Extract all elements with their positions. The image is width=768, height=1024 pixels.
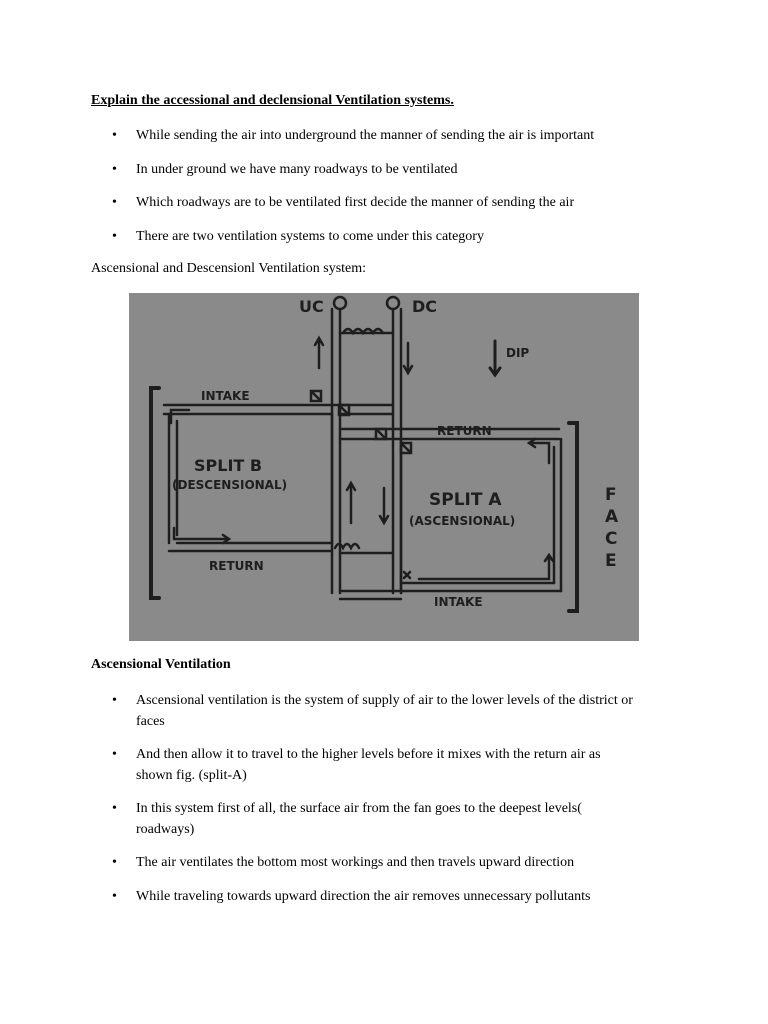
down-arrow-icon [404, 343, 412, 373]
bullet-text: Ascensional ventilation is the system of supply of air to the lower levels of the district or [136, 693, 633, 708]
bullet-glyph: • [112, 195, 117, 210]
down-arrow-icon [380, 488, 388, 523]
label-dip: DIP [506, 346, 530, 360]
bullet-text: There are two ventilation systems to come under this category [136, 229, 484, 244]
right-bracket [569, 423, 577, 611]
section-heading: Ascensional Ventilation [91, 657, 231, 672]
door-mark [401, 443, 411, 453]
up-arrow-icon [315, 338, 323, 368]
bullet-text: In this system first of all, the surface air from the fan goes to the deepest levels( [136, 801, 582, 816]
label-face-f: F [605, 485, 617, 505]
flow-arrow-icon [529, 439, 549, 463]
ventilation-diagram [129, 293, 639, 641]
bullet-glyph: • [112, 801, 117, 816]
bullet-glyph: • [112, 855, 117, 870]
label-dc: DC [412, 297, 438, 316]
dip-arrow-icon [490, 341, 500, 375]
label-return-top: RETURN [437, 424, 492, 438]
bullet-text: While sending the air into underground the manner of sending the air is important [136, 128, 595, 143]
label-intake-top: INTAKE [201, 389, 250, 403]
bullet-text: While traveling towards upward direction the air removes unnecessary pollutants [136, 889, 591, 904]
flow-arrow-icon [174, 528, 229, 543]
bullet-text: Which roadways are to be ventilated first decide the manner of sending the air [136, 195, 575, 210]
label-face-a: A [605, 507, 619, 527]
flow-arrow-icon [419, 555, 553, 579]
bullet-glyph: • [112, 162, 117, 177]
bullet-text-continued: shown fig. (split-A) [136, 768, 247, 783]
label-uc: UC [299, 297, 324, 316]
upcast-shaft-mark [334, 297, 346, 309]
label-intake-bottom: INTAKE [434, 595, 483, 609]
label-return-bottom: RETURN [209, 559, 264, 573]
label-split-b: SPLIT B [194, 456, 263, 475]
bullet-text: In under ground we have many roadways to be ventilated [136, 162, 458, 177]
door-mark [376, 429, 386, 439]
bullet-glyph: • [112, 229, 117, 244]
figure-caption: Ascensional and Descensionl Ventilation system: [91, 261, 367, 276]
bullet-text-continued: faces [136, 714, 165, 729]
bullet-glyph: • [112, 128, 117, 143]
door-mark [311, 391, 321, 401]
up-arrow-icon [347, 483, 355, 523]
bullet-text-continued: roadways) [136, 822, 195, 837]
bullet-glyph: • [112, 747, 117, 762]
bullet-text: The air ventilates the bottom most workings and then travels upward direction [136, 855, 575, 870]
doors-mark [335, 544, 359, 548]
label-split-a: SPLIT A [429, 490, 502, 510]
downcast-shaft-mark [387, 297, 399, 309]
left-bracket [151, 388, 159, 598]
label-face-e: E [605, 551, 617, 571]
label-split-a-type: (ASCENSIONAL) [409, 514, 516, 528]
bullet-glyph: • [112, 693, 117, 708]
label-face-c: C [605, 529, 618, 549]
document-heading: Explain the accessional and declensional Ventilation systems. [91, 93, 454, 108]
bullet-text: And then allow it to travel to the higher levels before it mixes with the return air as [136, 747, 601, 762]
ventilation-diagram-svg [129, 293, 639, 641]
flow-arrow-icon [171, 410, 189, 423]
label-split-b-type: (DESCENSIONAL) [172, 478, 288, 492]
bullet-glyph: • [112, 889, 117, 904]
cross-mark [404, 572, 410, 578]
